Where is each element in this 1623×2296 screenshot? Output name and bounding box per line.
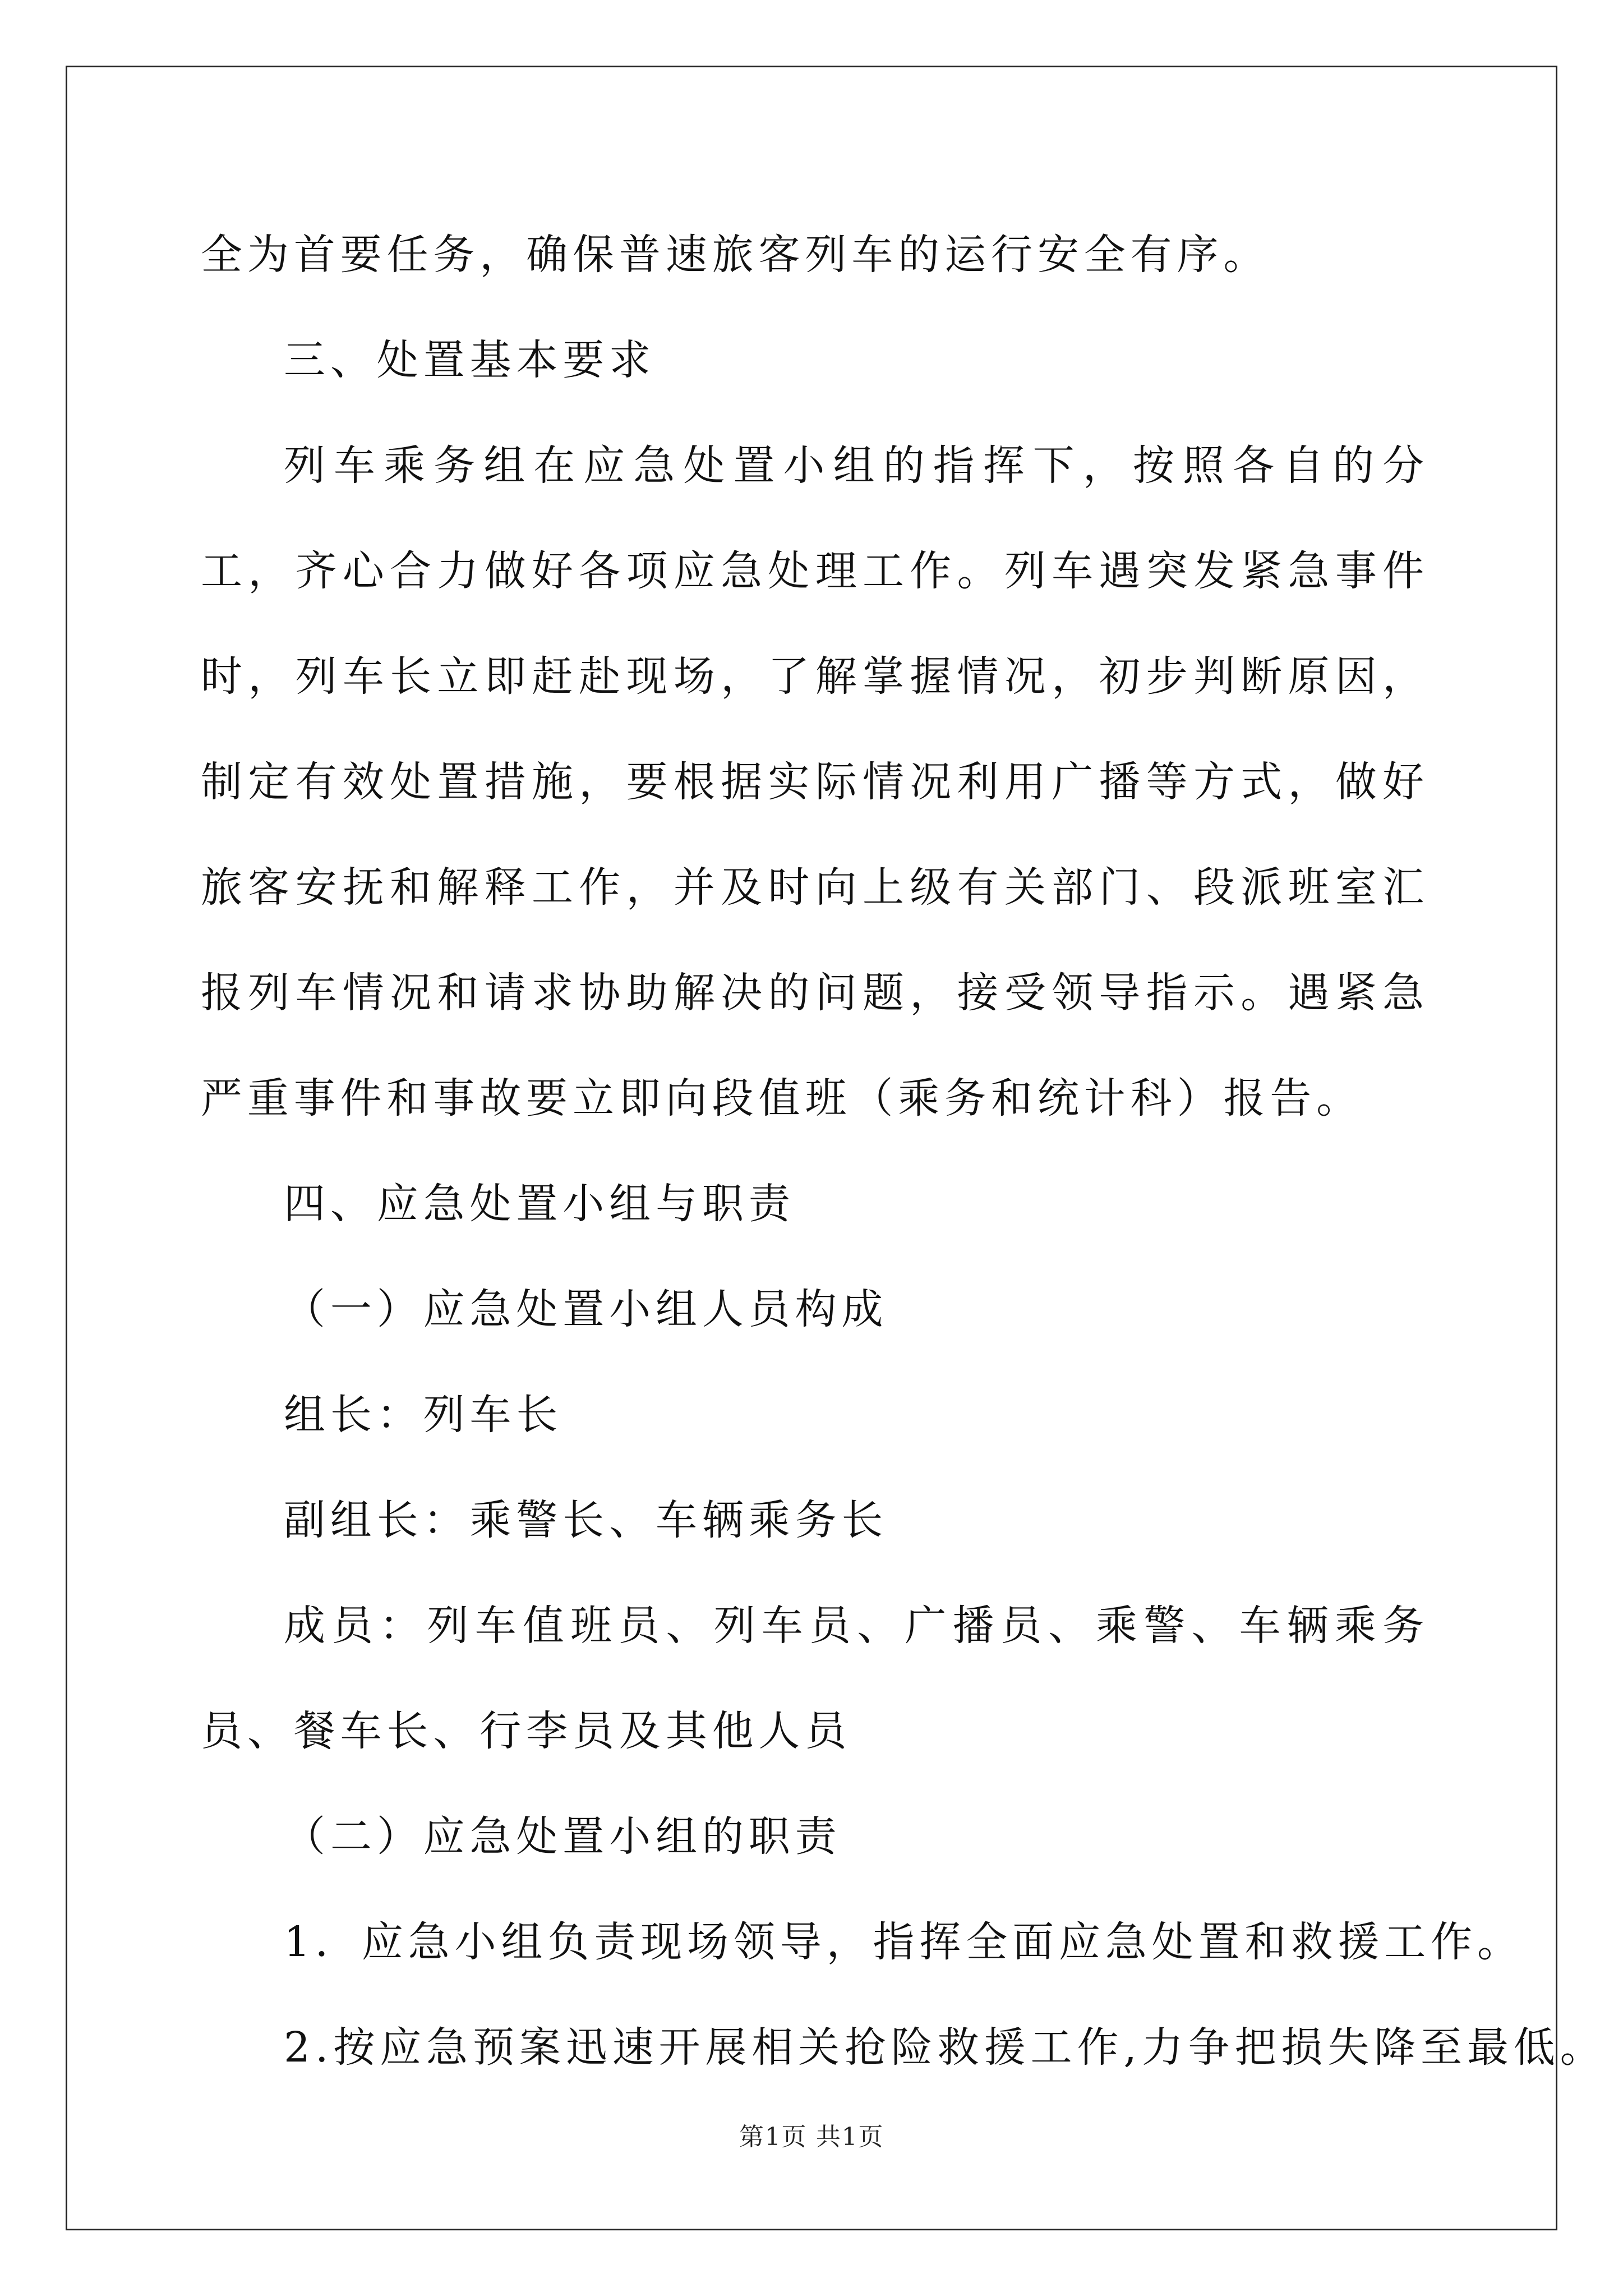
- section-heading-3: 三、处置基本要求: [284, 336, 656, 384]
- members-line: 成员：列车值班员、列车员、广播员、乘警、车辆乘务员、餐车长、行李员及其他人员: [201, 1602, 1429, 1755]
- deputy-leader-line: 副组长：乘警长、车辆乘务长: [284, 1496, 888, 1544]
- paragraph-continuation: 全为首要任务，确保普速旅客列车的运行安全有序。: [201, 231, 1270, 279]
- paragraph-requirements: 列车乘务组在应急处置小组的指挥下，按照各自的分工，齐心合力做好各项应急处理工作。列车遇突发紧急事件时，列车长立即赶赴现场，了解掌握情况，初步判断原因，制定有效处置措施，要根据实际情况利用广播等方式，做好旅客安抚和解释工作，并及时向上级有关部门、段派班室汇报列车情况和请求协助解决的问题，接受领导指示。遇紧急严重事件和事故要立即向段值班（乘务和统计科）报告。: [201, 441, 1429, 1122]
- document-body: [201, 202, 1607, 2100]
- team-leader-line: 组长：列车长: [284, 1391, 563, 1439]
- duty-item-1: 1．应急小组负责现场领导，指挥全面应急处置和救援工作。: [284, 1918, 1524, 1966]
- section-heading-4: 四、应急处置小组与职责: [284, 1180, 795, 1228]
- page-number-footer: 第1页 共1页: [739, 2123, 884, 2151]
- subsection-heading-composition: （一）应急处置小组人员构成: [284, 1285, 888, 1333]
- duty-item-2: 2.按应急预案迅速开展相关抢险救援工作,力争把损失降至最低。: [284, 2023, 1607, 2072]
- subsection-heading-duties: （二）应急处置小组的职责: [284, 1812, 842, 1861]
